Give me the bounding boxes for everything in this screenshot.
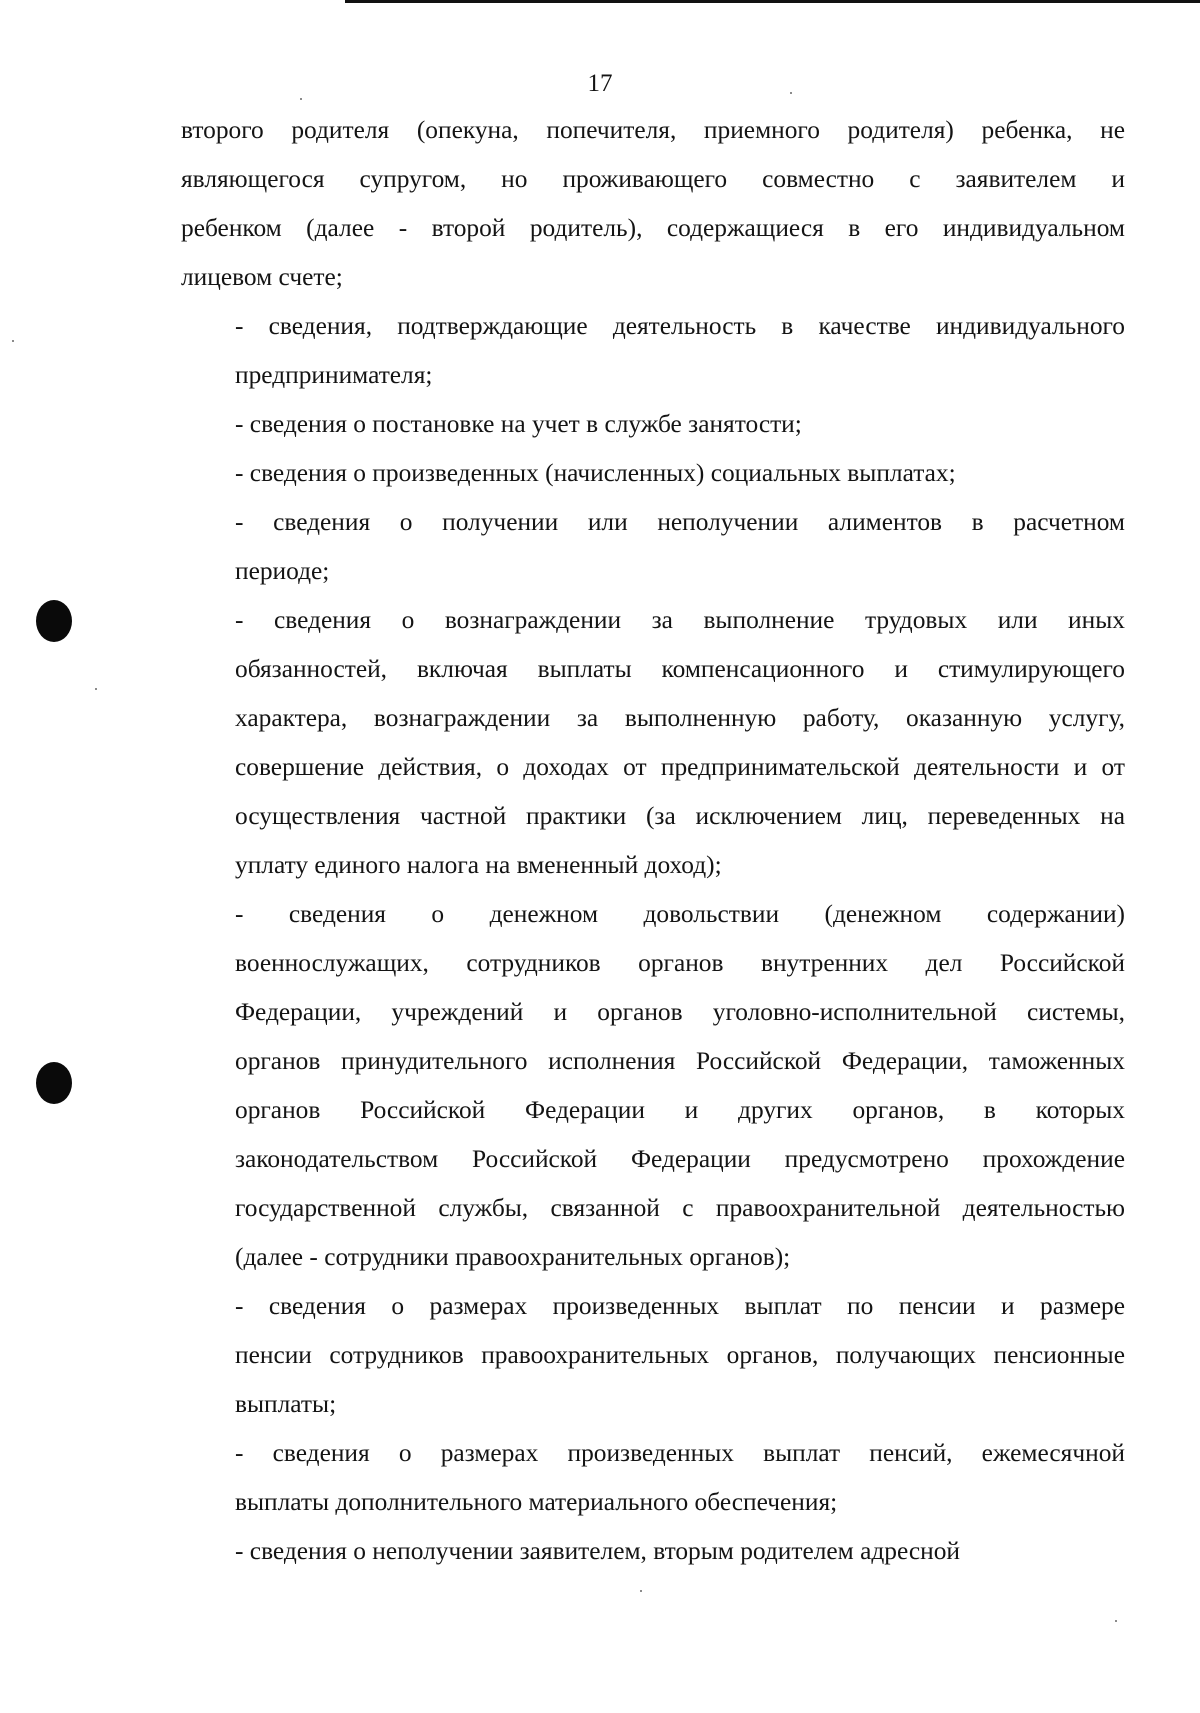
text-line: - сведения о размерах произведенных выплат по пенсии и размере [235,1292,1125,1320]
paragraph [181,302,1125,400]
text-line: обязанностей, включая выплаты компенсационного и стимулирующего [235,655,1125,683]
scan-speck [640,1590,642,1592]
punch-hole [36,1062,72,1104]
page-number: 17 [587,70,613,97]
scan-speck [300,98,302,100]
scan-speck [12,340,14,342]
text-line: второго родителя (опекуна, попечителя, приемного родителя) ребенка, не [181,116,1125,144]
text-line: - сведения о постановке на учет в службе занятости; [235,410,802,438]
text-line: - сведения о вознаграждении за выполнение трудовых или иных [235,606,1125,634]
paragraph [181,498,1125,596]
paragraph [181,1429,1125,1527]
paragraph [181,106,1125,302]
scan-speck [1115,1620,1117,1622]
scan-speck [95,688,97,690]
text-line: являющегося супругом, но проживающего совместно с заявителем и [181,165,1125,193]
text-line: уплату единого налога на вмененный доход); [235,851,722,879]
text-line: пенсии сотрудников правоохранительных органов, получающих пенсионные [235,1341,1125,1369]
text-line: ребенком (далее - второй родитель), содержащиеся в его индивидуальном [181,214,1125,242]
text-line: (далее - сотрудники правоохранительных органов); [235,1243,791,1271]
text-line: Федерации, учреждений и органов уголовно-исполнительной системы, [235,998,1125,1026]
paragraph [181,890,1125,1282]
text-line: законодательством Российской Федерации предусмотрено прохождение [235,1145,1125,1173]
text-line: предпринимателя; [235,361,433,389]
text-line: выплаты дополнительного материального обеспечения; [235,1488,838,1516]
text-line: лицевом счете; [181,263,343,291]
paragraph [181,596,1125,890]
text-line: характера, вознаграждении за выполненную работу, оказанную услугу, [235,704,1125,732]
text-line: органов принудительного исполнения Российской Федерации, таможенных [235,1047,1125,1075]
body-text [181,106,1125,1576]
punch-hole [36,600,72,642]
text-line: осуществления частной практики (за исключением лиц, переведенных на [235,802,1125,830]
text-line: государственной службы, связанной с правоохранительной деятельностью [235,1194,1125,1222]
top-edge-rule [345,0,1200,3]
text-line: органов Российской Федерации и других органов, в которых [235,1096,1125,1124]
text-line: - сведения, подтверждающие деятельность в качестве индивидуального [235,312,1125,340]
text-line: - сведения о получении или неполучении алиментов в расчетном [235,508,1125,536]
paragraph [181,400,1125,449]
scan-speck [790,92,792,94]
paragraph [181,1527,1125,1576]
text-line: выплаты; [235,1390,337,1418]
text-line: военнослужащих, сотрудников органов внутренних дел Российской [235,949,1125,977]
text-line: - сведения о размерах произведенных выплат пенсий, ежемесячной [235,1439,1125,1467]
paragraph [181,1282,1125,1429]
text-line: - сведения о денежном довольствии (денежном содержании) [235,900,1125,928]
text-line: - сведения о неполучении заявителем, вторым родителем адресной [235,1537,961,1565]
text-line: - сведения о произведенных (начисленных) социальных выплатах; [235,459,956,487]
text-line: периоде; [235,557,330,585]
paragraph [181,449,1125,498]
text-line: совершение действия, о доходах от предпринимательской деятельности и от [235,753,1125,781]
